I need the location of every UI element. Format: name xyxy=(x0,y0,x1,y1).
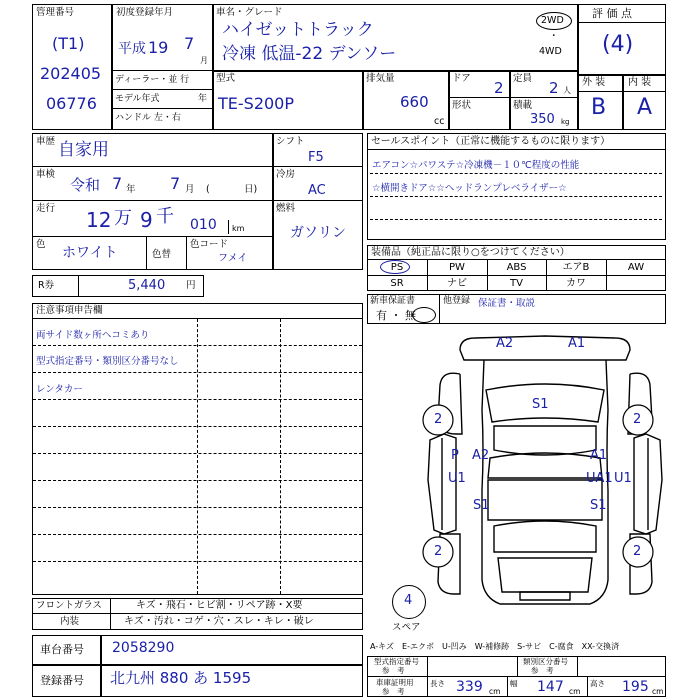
notes-label: 注意事項申告欄 xyxy=(36,305,103,316)
length-value: 339 xyxy=(456,679,483,695)
mark-left-u1: U1 xyxy=(448,471,466,486)
load-value: 350 xyxy=(530,112,555,127)
equip-ps: PS xyxy=(390,262,404,273)
first-reg-era: 平成 xyxy=(118,41,146,57)
first-reg-label: 初度登録年月 xyxy=(116,7,174,18)
drive-dot: ・ xyxy=(549,31,559,42)
model-year-unit: 年 xyxy=(198,94,208,104)
int-label: 内 装 xyxy=(628,77,652,88)
displacement-unit: cc xyxy=(434,116,445,127)
damage-legend: A-キズ E-エクボ U-凹み W-補修跡 S-サビ C-腐食 XX-交換済 xyxy=(370,642,620,651)
inspection-label: 車検 xyxy=(36,169,56,180)
recycle-unit: 円 xyxy=(186,280,196,291)
mark-rr-2: 2 xyxy=(633,544,642,559)
doors-value: 2 xyxy=(494,79,504,97)
mgmt-label: 管理番号 xyxy=(36,7,75,18)
mark-left-s1: S1 xyxy=(473,498,490,513)
dealer-label: ディーラー・並 行 xyxy=(115,75,190,85)
inspection-year-unit: 年 xyxy=(126,184,136,195)
recycle-frame xyxy=(32,275,204,297)
mgmt-date: 202405 xyxy=(40,64,102,83)
mgmt-no: 06776 xyxy=(46,94,97,113)
load-unit: kg xyxy=(561,118,570,126)
interior-label: 内装 xyxy=(60,616,80,627)
mileage-sen-unit: 千 xyxy=(156,206,174,227)
car-name-label: 車名・グレード xyxy=(216,7,283,18)
ext-label: 外 装 xyxy=(582,77,606,88)
mark-left-a2: A2 xyxy=(472,448,490,463)
inspection-month-unit: 月 xyxy=(185,184,195,195)
glass-items: キズ・飛石・ヒビ割・リペア跡・X要 xyxy=(136,600,303,611)
color-change-label: 色替 xyxy=(152,249,172,260)
mark-left-p: P xyxy=(451,448,459,463)
copy-value: 保証書・取説 xyxy=(478,298,536,309)
mark-right-a1: A1 xyxy=(590,448,608,463)
inspection-day-open: ( xyxy=(206,184,210,195)
history-label: 車歴 xyxy=(36,136,56,147)
sales-line-2: ☆横開きドア☆☆ヘッドランプレベライザー☆ xyxy=(372,183,567,194)
mileage-rest: 010 xyxy=(190,217,217,233)
mark-lr-2: 2 xyxy=(434,544,443,559)
sales-line-1: エアコン☆パワステ☆冷凍機－１０℃程度の性能 xyxy=(372,160,580,171)
width-value: 147 xyxy=(537,679,564,695)
color-code: フメイ xyxy=(218,253,248,264)
chassis-label: 車台番号 xyxy=(40,643,84,656)
equip-aw: AW xyxy=(627,262,645,273)
displacement-value: 660 xyxy=(400,93,429,111)
warranty-label: 新車保証書 xyxy=(370,296,416,306)
model-year-label: モデル年式 xyxy=(115,94,160,104)
color-code-label: 色コード xyxy=(190,239,229,250)
handle-label: ハンドル 左・右 xyxy=(115,113,181,123)
inspection-era: 令和 xyxy=(70,176,101,194)
width-label: 幅 xyxy=(510,679,518,688)
mark-rf-2: 2 xyxy=(633,412,642,427)
mark-front-a1: A1 xyxy=(568,336,586,351)
color-value: ホワイト xyxy=(62,245,118,261)
class-no-label: 類別区分番号 xyxy=(523,657,568,666)
mark-right-s1: S1 xyxy=(590,498,607,513)
lot-number: (T1) xyxy=(52,34,85,53)
note-line-1: 両サイド数ヶ所ヘコミあり xyxy=(36,330,150,341)
length-label: 長さ xyxy=(430,679,445,688)
mileage-man-unit: 万 xyxy=(114,208,132,229)
spare-value: 4 xyxy=(404,593,413,608)
copy-label: 他登録 xyxy=(443,296,471,306)
equip-leather: カワ xyxy=(566,278,586,289)
aircon-value: AC xyxy=(308,183,326,198)
inspection-day-unit: 日) xyxy=(244,184,258,195)
capacity-value: 2 xyxy=(549,79,559,97)
cert-label: 車庫証明用 xyxy=(376,678,414,687)
color-label: 色 xyxy=(36,239,46,250)
interior-items: キズ・汚れ・コゲ・穴・スレ・キレ・破レ xyxy=(124,616,314,627)
mark-hood-s1: S1 xyxy=(532,397,549,412)
type-no-label: 型式指定番号 xyxy=(374,657,419,666)
drive-4wd: 4WD xyxy=(539,46,562,57)
equip-airbag: エアB xyxy=(562,262,590,273)
note-line-2: 型式指定番号・類別区分番号なし xyxy=(36,356,179,367)
height-value: 195 xyxy=(622,679,649,695)
equip-abs: ABS xyxy=(506,262,527,273)
mark-lf-2: 2 xyxy=(434,412,443,427)
mileage-unit: km xyxy=(232,224,245,233)
recycle-label: R券 xyxy=(38,280,55,291)
equip-sr: SR xyxy=(390,278,404,289)
warranty-value: 有 ・ 無 xyxy=(376,309,416,322)
first-reg-month: 7 xyxy=(184,34,195,53)
inspection-month: 7 xyxy=(170,174,181,193)
sales-label: セールスポイント（正常に機能するものに限ります） xyxy=(371,136,611,147)
aircon-label: 冷房 xyxy=(276,169,296,180)
model-value: TE-S200P xyxy=(218,94,294,113)
equip-tv: TV xyxy=(510,278,523,289)
model-label: 型式 xyxy=(216,73,236,84)
score-value: (4) xyxy=(602,32,634,57)
equip-navi: ナビ xyxy=(447,278,467,289)
car-grade: 冷凍 低温-22 デンソー xyxy=(222,44,397,64)
shape-label: 形状 xyxy=(452,100,472,111)
recycle-value: 5,440 xyxy=(128,278,166,293)
mileage-man: 12 xyxy=(86,208,112,232)
capacity-unit: 人 xyxy=(563,86,571,95)
drive-2wd: 2WD xyxy=(541,15,564,26)
displacement-label: 排気量 xyxy=(366,73,395,84)
mileage-sen: 9 xyxy=(140,208,153,232)
width-unit: cm xyxy=(569,687,581,696)
int-score: A xyxy=(637,95,653,120)
shift-label: シフト xyxy=(276,136,305,147)
shift-value: F5 xyxy=(308,150,324,165)
mark-front-a2: A2 xyxy=(496,336,514,351)
mileage-label: 走行 xyxy=(36,203,56,214)
plate-value: 北九州 880 あ 1595 xyxy=(110,669,252,687)
type-no-ref: 参 考 xyxy=(382,666,405,675)
ext-score: B xyxy=(591,95,607,120)
height-unit: cm xyxy=(652,687,664,696)
note-line-3: レンタカー xyxy=(36,384,83,395)
load-label: 積載 xyxy=(513,100,533,111)
spare-label: スペア xyxy=(392,622,421,633)
first-reg-month-unit: 月 xyxy=(200,56,208,65)
fuel-value: ガソリン xyxy=(290,225,346,241)
inspection-year: 7 xyxy=(112,174,123,193)
glass-label: フロントガラス xyxy=(36,600,102,611)
capacity-label: 定員 xyxy=(513,73,533,84)
class-no-ref: 参 考 xyxy=(531,666,554,675)
history-value: 自家用 xyxy=(58,140,109,160)
length-unit: cm xyxy=(489,687,501,696)
chassis-value: 2058290 xyxy=(112,640,175,656)
equipment-label: 装備品（純正品に限り○をつけてください） xyxy=(371,247,570,258)
doors-label: ドア xyxy=(452,73,471,84)
first-reg-year: 19 xyxy=(148,38,169,57)
plate-label: 登録番号 xyxy=(40,674,84,687)
warranty-no-circle xyxy=(412,307,436,323)
car-name: ハイゼットトラック xyxy=(222,20,374,40)
mark-right-u1: U1 xyxy=(614,471,632,486)
mark-right-ua1: UA1 xyxy=(586,471,613,486)
fuel-label: 燃料 xyxy=(276,203,296,214)
score-label: 評 価 点 xyxy=(592,7,632,20)
equip-pw: PW xyxy=(449,262,465,273)
cert-ref: 参 考 xyxy=(382,687,405,696)
height-label: 高さ xyxy=(590,679,605,688)
